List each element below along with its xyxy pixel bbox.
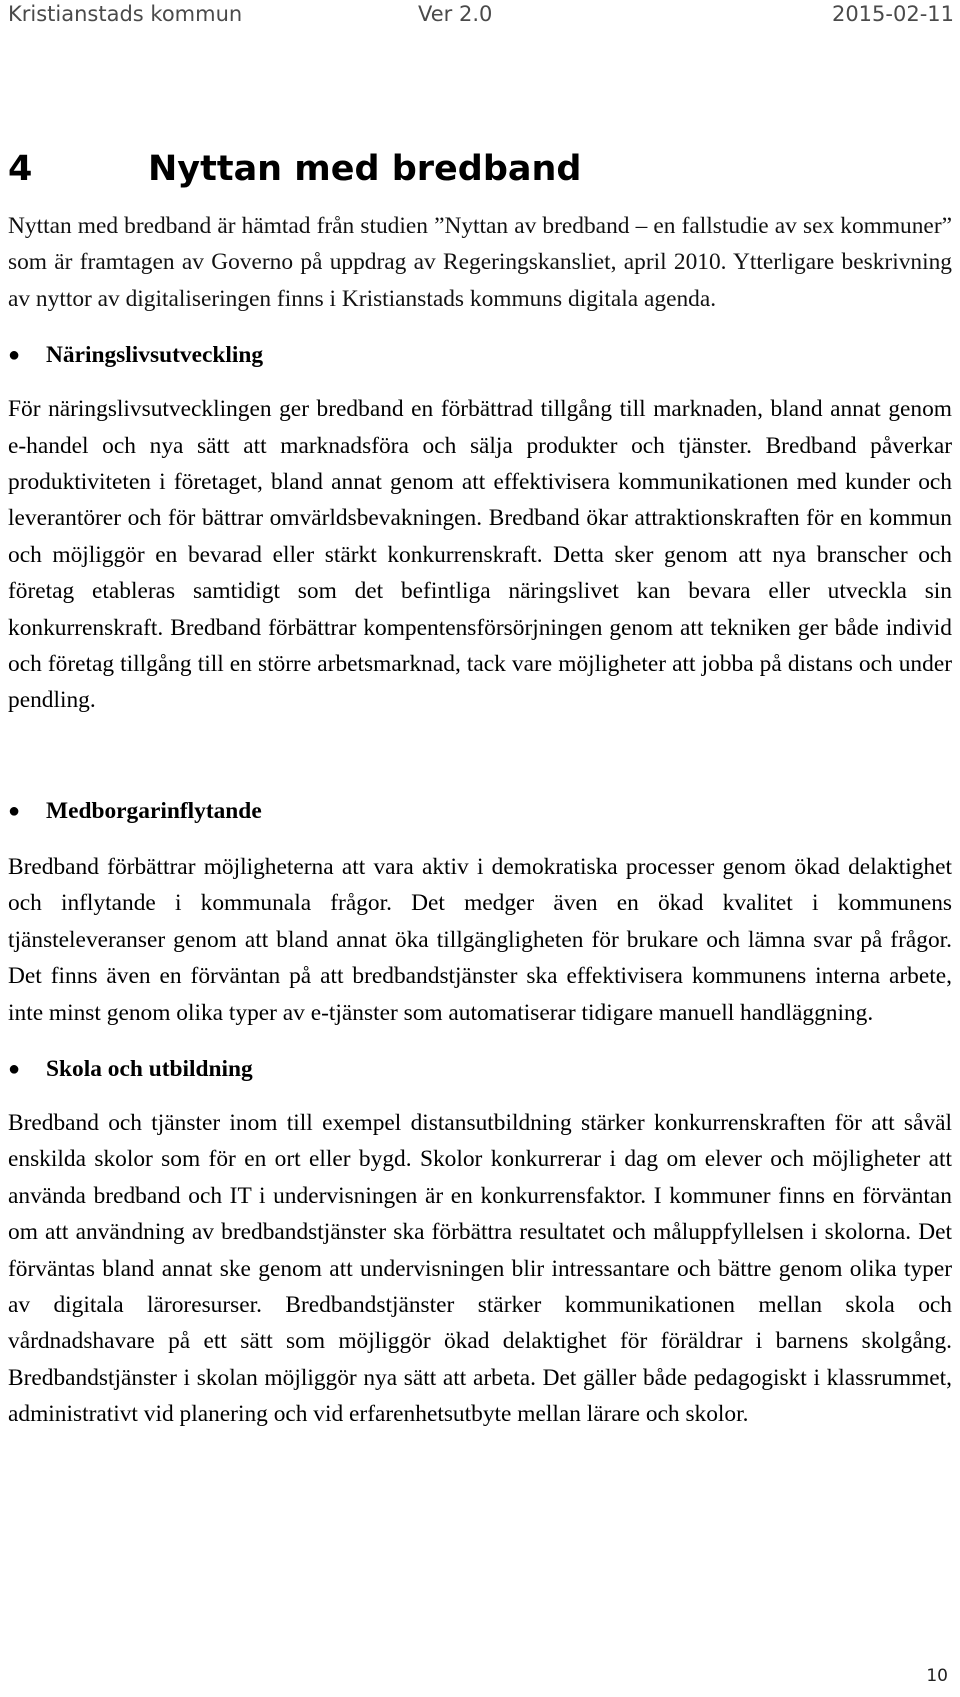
bullet-icon: ● — [8, 1057, 21, 1080]
section-intro: Nyttan med bredband är hämtad från studien ”Nyttan av bredband – en fallstudie av sex kommuner” som är framtagen av Governo på uppdrag av Regeringskansliet, april 2010. Ytterligare beskrivning av nyttor av digitaliseringen finns i Kristianstads kommuns digitala agenda. — [8, 213, 952, 312]
section-title: Nyttan med bredband — [148, 149, 582, 189]
bullet-heading-skola — [8, 1051, 952, 1087]
bullet-icon: ● — [8, 799, 21, 822]
page-header — [8, 2, 954, 32]
bullet-heading-label: Medborgarinflytande — [46, 797, 262, 824]
page-number: 10 — [926, 1666, 948, 1686]
section-number: 4 — [8, 149, 33, 189]
document-body — [8, 140, 952, 1433]
header-organization: Kristianstads kommun — [8, 2, 243, 26]
paragraph-skola: Bredband och tjänster inom till exempel distansutbildning stärker konkurrenskraften för att såväl enskilda skolor som för en ort eller bygd. Skolor konkurrerar i dag om elever och möjligheter att använda bredband och IT i undervisningen är en konkurrensfaktor. I kommuner finns en förväntan om att användning av bredbandstjänster ska förbättra resultatet och måluppfyllelsen i skolorna. Det förväntas bland annat ske genom att undervisningen blir intressantare och bättre genom olika typer av digitala läroresurser. Bredbandstjänster stärker kommunikationen mellan skola och vårdnadshavare på ett sätt som möjliggör ökad delaktighet för föräldrar i barnens skolgång. Bredbandstjänster i skolan möjliggör nya sätt att arbeta. Det gäller både pedagogiskt i klassrummet, administrativt vid planering och vid erfarenhetsutbyte mellan lärare och skolor. — [8, 1109, 952, 1428]
bullet-heading-label: Skola och utbildning — [46, 1055, 253, 1082]
header-version: Ver 2.0 — [418, 2, 493, 26]
paragraph-medborgarinflytande: Bredband förbättrar möjligheterna att vara aktiv i demokratiska processer genom ökad delaktighet och inflytande i kommunala frågor. Det medger även en ökad kvalitet i kommunens tjänsteleveranser genom att bland annat öka tillgängligheten för brukare och lämna svar på frågor. Det finns även en förväntan på att bredbandstjänster ska effektivisera kommunens interna arbete, inte minst genom olika typer av e-tjänster som automatiserar tidigare manuell handläggning. — [8, 853, 952, 1026]
bullet-heading-medborgarinflytande — [8, 793, 952, 829]
bullet-heading-label: Näringslivsutveckling — [46, 342, 264, 369]
section-heading — [8, 140, 952, 198]
paragraph-naringsliv: För näringslivsutvecklingen ger bredband en förbättrad tillgång till marknaden, bland annat genom e-handel och nya sätt att marknadsföra och sälja produkter och tjänster. Bredband påverkar produktiviteten i företaget, bland annat genom att effektivisera kommunikationen med kunder och leverantörer och för bättrar omvärldsbevakningen. Bredband ökar attraktionskraften för en kommun och möjliggör en bevarad eller stärkt konkurrenskraft. Detta sker genom att nya branscher och företag etableras samtidigt som det befintliga näringslivet kan bevara eller utveckla sin konkurrenskraft. Bredband förbättrar kompentensförsörjningen genom att tekniken ger både individ och företag tillgång till en större arbetsmarknad, tack vare möjligheter att jobba på distans och under pendling. — [8, 396, 952, 714]
bullet-heading-naringsliv — [8, 337, 952, 373]
header-date: 2015-02-11 — [831, 2, 954, 26]
bullet-icon: ● — [8, 344, 21, 367]
